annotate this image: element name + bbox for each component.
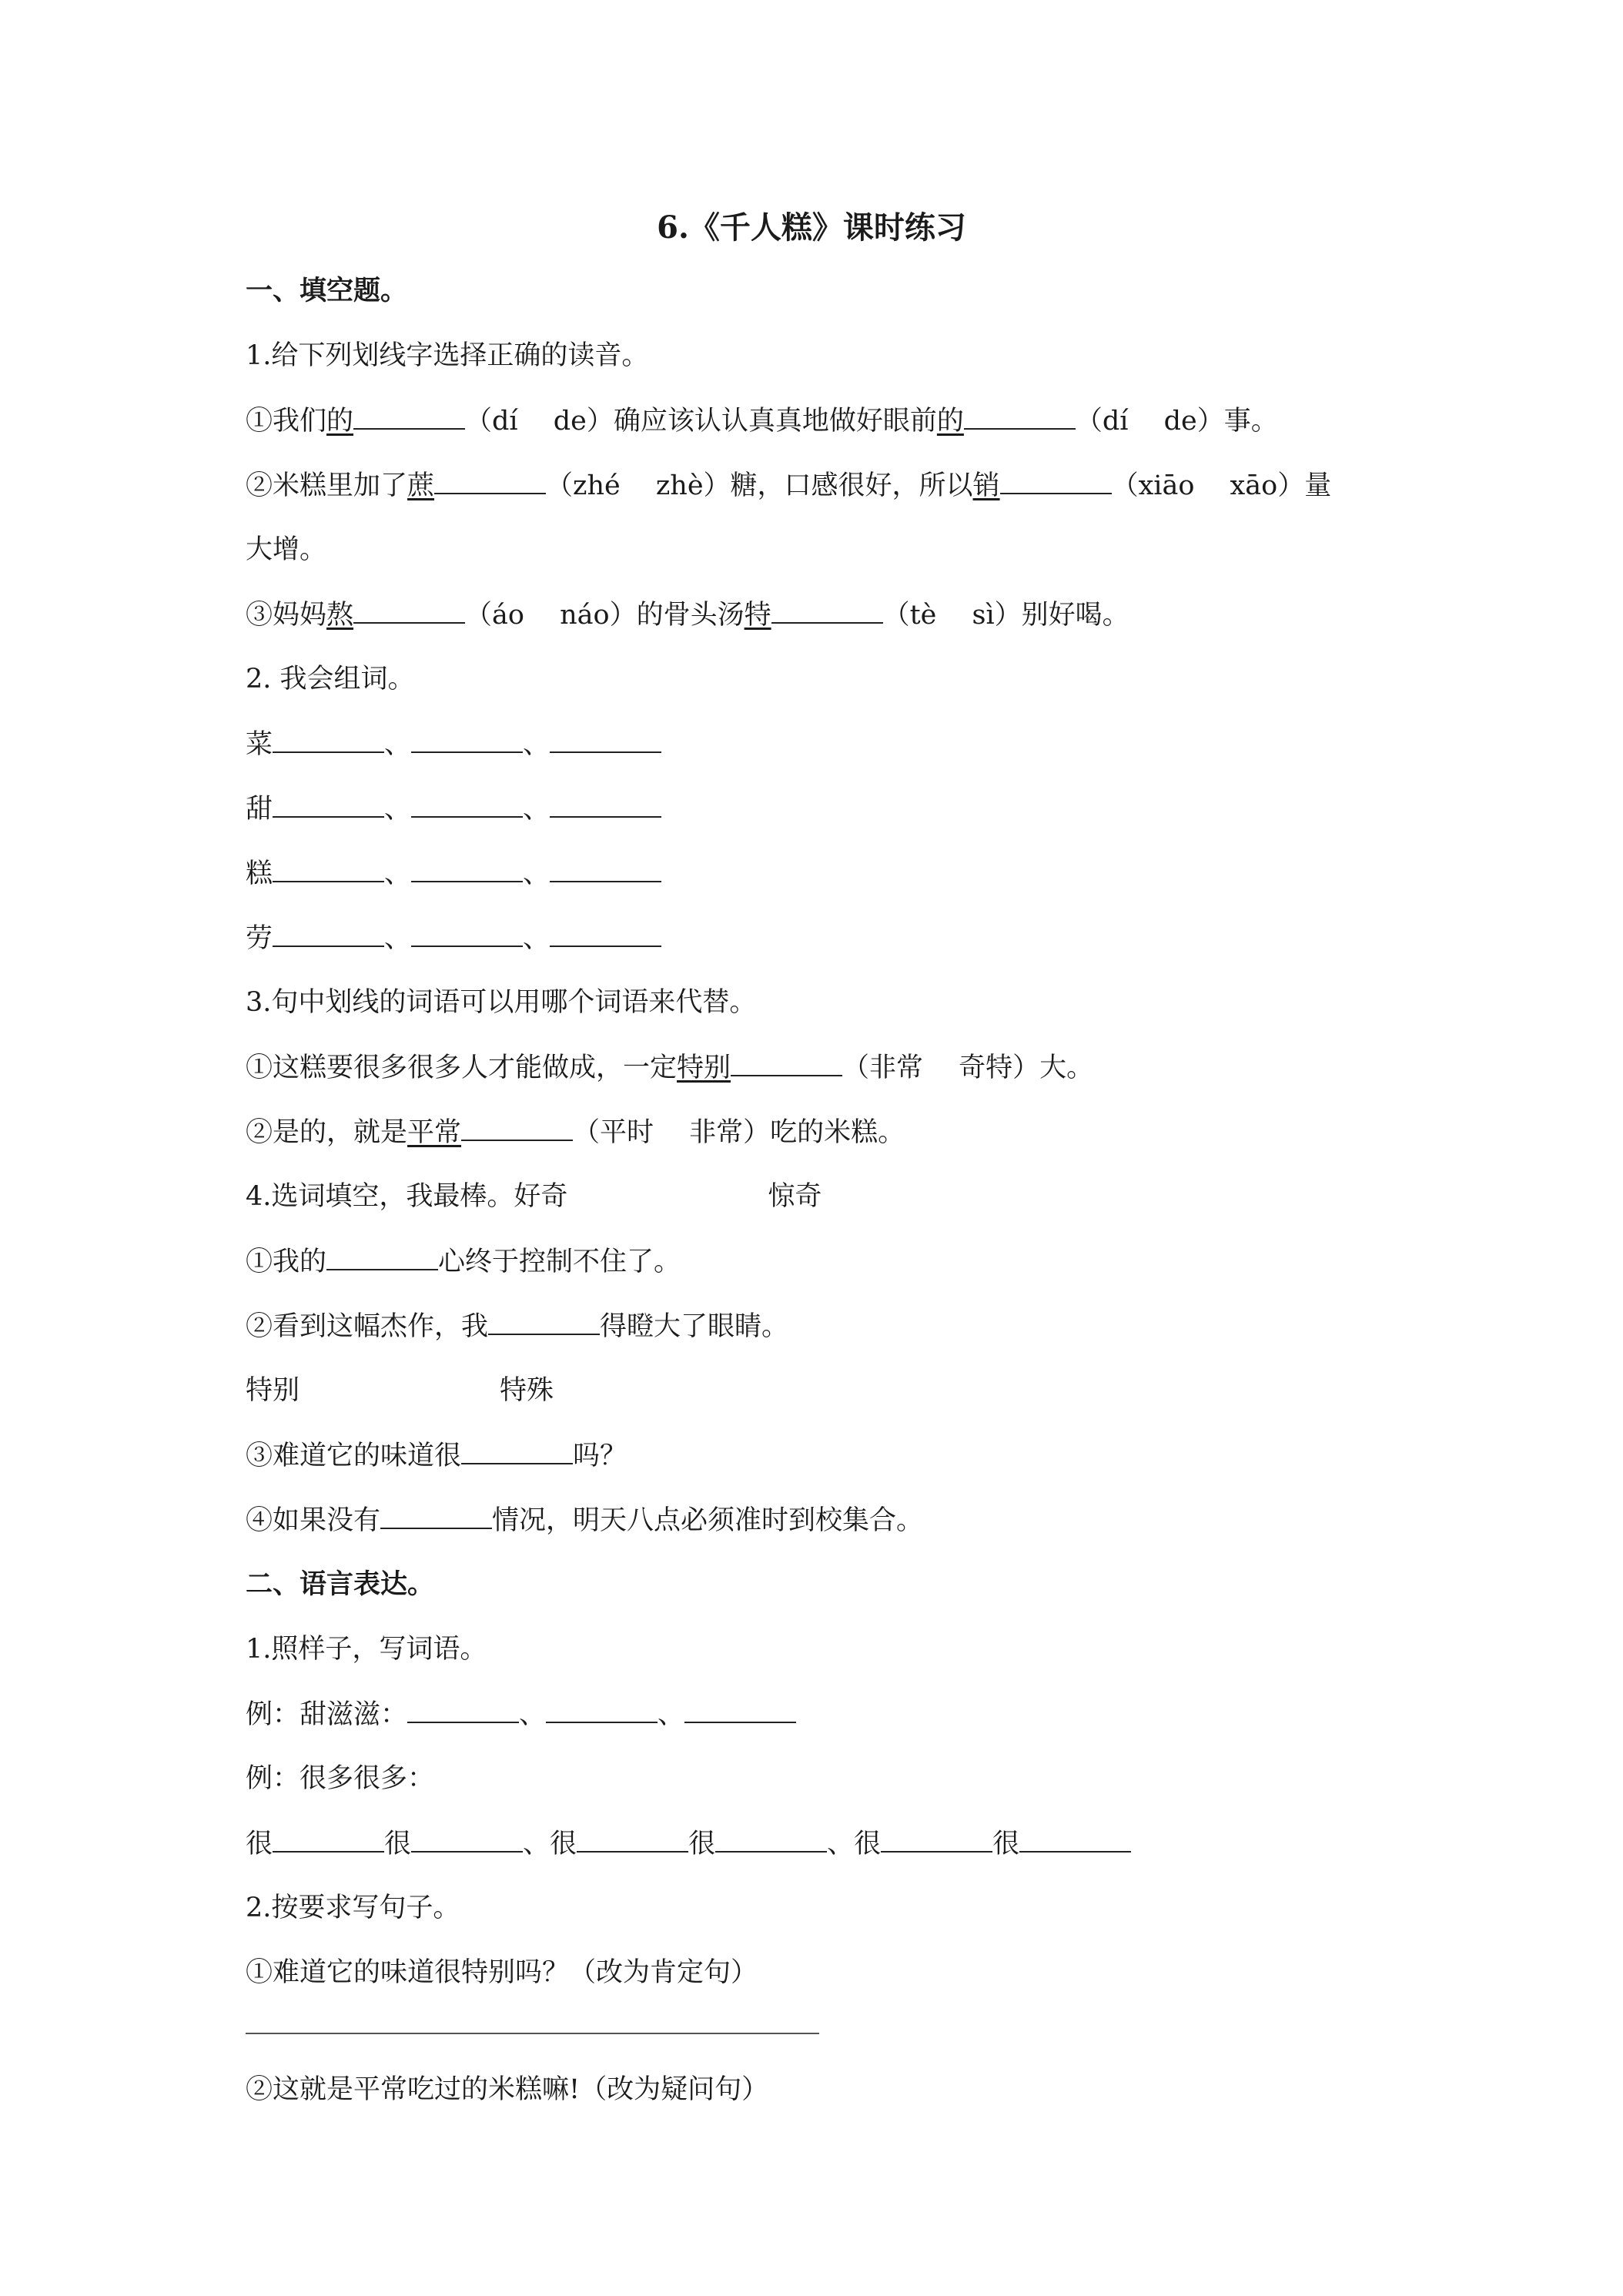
answer-blank[interactable] [273,1823,384,1853]
q3-item-a: ①这糕要很多很多人才能做成，一定特别 （非常 奇特）大。 [246,1047,1093,1088]
answer-blank[interactable] [550,918,661,947]
answer-blank[interactable] [577,1823,688,1853]
section-heading-language-expression: 二、语言表达。 [246,1568,435,1600]
q4-prompt: 4.选词填空，我最棒。好奇 惊奇 [246,1181,822,1212]
q4-word-options [246,1371,554,1411]
answer-blank[interactable] [1000,465,1112,494]
answer-blank[interactable] [434,465,546,494]
answer-blank[interactable] [550,788,661,818]
answer-blank[interactable] [881,1823,992,1853]
q2-row-lao: 劳 、 、 [246,918,661,959]
page-title: 6.《千人糕》课时练习 [657,209,966,246]
answer-blank[interactable] [407,1694,519,1723]
word-option: 特殊 [500,1375,554,1406]
answer-blank[interactable] [273,853,384,882]
s2-q2-item-a: ①难道它的味道很特别吗？（改为肯定句） [246,1957,758,1988]
s2-q2-item-b: ②这就是平常吃过的米糕嘛!（改为疑问句） [246,2074,769,2105]
answer-blank[interactable] [550,724,661,753]
answer-blank[interactable] [771,594,883,624]
word-option: 特别 [246,1375,300,1406]
q2-row-cai: 菜 、 、 [246,724,661,765]
answer-blank[interactable] [380,1500,492,1529]
answer-line[interactable] [246,2033,819,2034]
s2-q2-prompt: 2.按要求写句子。 [246,1893,460,1923]
answer-blank[interactable] [411,918,523,947]
answer-blank[interactable] [964,400,1076,430]
answer-blank[interactable] [684,1694,796,1723]
answer-blank[interactable] [353,594,465,624]
answer-blank[interactable] [550,853,661,882]
answer-blank[interactable] [273,724,384,753]
answer-blank[interactable] [1019,1823,1131,1853]
answer-blank[interactable] [461,1435,573,1464]
answer-blank[interactable] [411,853,523,882]
q3-prompt: 3.句中划线的词语可以用哪个词语来代替。 [246,987,757,1018]
answer-blank[interactable] [488,1306,600,1335]
q1-prompt: 1.给下列划线字选择正确的读音。 [246,340,649,371]
answer-blank[interactable] [411,788,523,818]
s2-q1-example-1: 例：甜滋滋： 、 、 [246,1694,796,1735]
section-heading-fill-blanks: 一、填空题。 [246,275,408,306]
q3-item-b: ②是的，就是平常 （平时 非常）吃的米糕。 [246,1112,905,1153]
answer-blank[interactable] [731,1047,842,1076]
answer-blank[interactable] [411,1823,523,1853]
q4-item-b: ②看到这幅杰作，我 得瞪大了眼睛。 [246,1306,788,1347]
answer-blank[interactable] [546,1694,658,1723]
answer-blank[interactable] [411,724,523,753]
answer-blank[interactable] [461,1112,573,1141]
answer-blank[interactable] [273,918,384,947]
answer-blank[interactable] [353,400,465,430]
q2-row-gao: 糕 、 、 [246,853,661,894]
q1-item-a: ①我们的 （dí de）确应该认认真真地做好眼前的 （dí de）事。 [246,400,1278,441]
answer-blank[interactable] [326,1241,438,1270]
q4-item-a: ①我的 心终于控制不住了。 [246,1241,681,1282]
s2-q1-example-2: 例：很多很多： [246,1763,435,1794]
q4-item-d: ④如果没有 情况，明天八点必须准时到校集合。 [246,1500,923,1541]
q1-item-b: ②米糕里加了蔗 （zhé zhè）糖，口感很好，所以销 （xiāo xāo）量 [246,465,1331,506]
q1-item-c: ③妈妈熬 （áo náo）的骨头汤特 （tè sì）别好喝。 [246,594,1129,635]
answer-blank[interactable] [273,788,384,818]
q2-prompt: 2. 我会组词。 [246,664,415,694]
answer-blank[interactable] [715,1823,827,1853]
word-option: 惊奇 [768,1181,822,1212]
s2-q1-hen-row: 很 很 、很 很 、很 很 [246,1823,1131,1864]
q4-item-c: ③难道它的味道很 吗？ [246,1435,627,1476]
s2-q1-prompt: 1.照样子，写词语。 [246,1634,487,1665]
q1-item-b-continued: 大增。 [246,534,327,565]
q2-row-tian: 甜 、 、 [246,788,661,829]
